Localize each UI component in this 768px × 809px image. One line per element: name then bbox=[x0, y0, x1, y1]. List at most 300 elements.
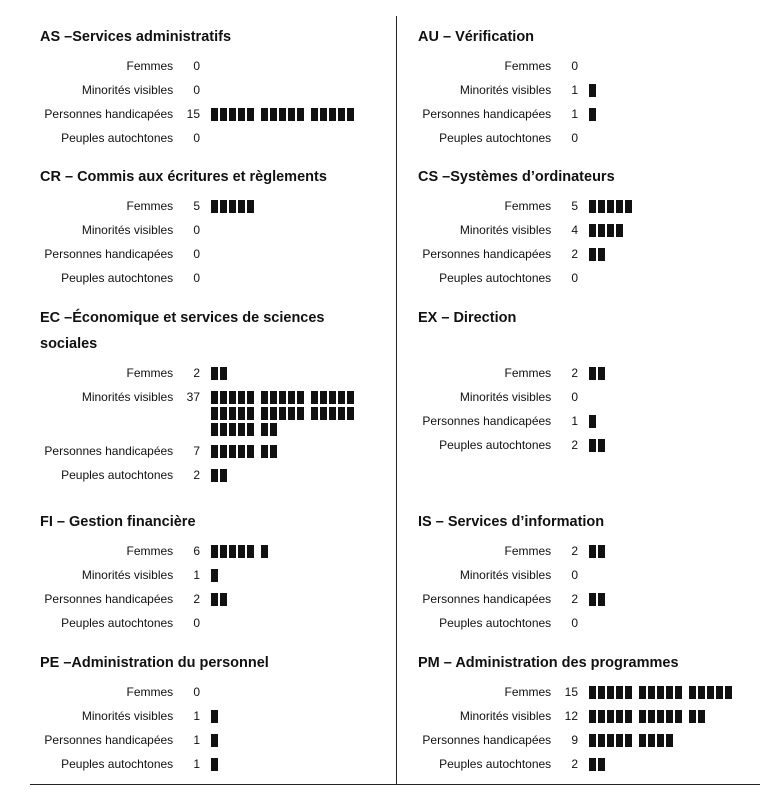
bar-units bbox=[589, 680, 758, 702]
bar-unit bbox=[598, 200, 605, 213]
data-label: 0 bbox=[571, 131, 579, 145]
bar-unit bbox=[607, 200, 614, 213]
bar-unit bbox=[261, 108, 268, 121]
bar-group bbox=[589, 758, 607, 771]
bar-unit bbox=[639, 734, 646, 747]
bar-line bbox=[589, 224, 630, 237]
data-label: 0 bbox=[571, 616, 579, 630]
data-label: 0 bbox=[193, 223, 201, 237]
bar-units bbox=[589, 266, 758, 272]
data-row bbox=[418, 126, 758, 150]
data-row bbox=[418, 78, 758, 102]
bar-line bbox=[211, 200, 261, 213]
category-label: Personnes handicapées bbox=[44, 444, 174, 458]
bar-unit bbox=[238, 545, 245, 558]
bar-unit bbox=[320, 407, 327, 420]
bar-unit bbox=[648, 710, 655, 723]
bar-units bbox=[211, 463, 380, 485]
bar-unit bbox=[589, 734, 596, 747]
data-label: 6 bbox=[193, 544, 201, 558]
bar-unit bbox=[270, 445, 277, 458]
bar-group bbox=[589, 686, 634, 699]
bar-unit bbox=[616, 200, 623, 213]
category-label: Femmes bbox=[504, 544, 552, 558]
data-row bbox=[418, 728, 758, 752]
bar-unit bbox=[589, 686, 596, 699]
category-label: Minorités visibles bbox=[81, 223, 174, 237]
data-label: 15 bbox=[564, 685, 579, 699]
bar-unit bbox=[238, 391, 245, 404]
bar-group bbox=[639, 710, 684, 723]
bar-units bbox=[211, 587, 380, 609]
data-row bbox=[418, 704, 758, 728]
data-row bbox=[40, 539, 380, 563]
data-label: 0 bbox=[571, 390, 579, 404]
panel-rows bbox=[418, 539, 758, 635]
bar-unit bbox=[598, 710, 605, 723]
category-label: Minorités visibles bbox=[459, 709, 552, 723]
bar-line bbox=[211, 734, 225, 747]
bar-units bbox=[589, 433, 758, 455]
bar-units bbox=[589, 361, 758, 383]
bar-unit bbox=[220, 108, 227, 121]
bar-unit bbox=[598, 545, 605, 558]
bar-unit bbox=[329, 407, 336, 420]
bar-unit bbox=[279, 391, 286, 404]
bar-unit bbox=[220, 407, 227, 420]
bar-unit bbox=[707, 686, 714, 699]
bar-group bbox=[211, 710, 220, 723]
panel-rows bbox=[40, 194, 380, 290]
category-label: Peuples autochtones bbox=[439, 271, 552, 285]
bar-units bbox=[211, 752, 380, 774]
data-row bbox=[40, 704, 380, 728]
data-row bbox=[40, 266, 380, 290]
bar-unit bbox=[288, 391, 295, 404]
category-label: Peuples autochtones bbox=[61, 616, 174, 630]
bar-unit bbox=[238, 445, 245, 458]
category-label: Peuples autochtones bbox=[439, 131, 552, 145]
bar-unit bbox=[666, 686, 673, 699]
bar-unit bbox=[347, 391, 354, 404]
bar-unit bbox=[247, 200, 254, 213]
bar-unit bbox=[625, 734, 632, 747]
bar-unit bbox=[716, 686, 723, 699]
bar-unit bbox=[229, 200, 236, 213]
bar-unit bbox=[338, 108, 345, 121]
data-label: 2 bbox=[571, 247, 579, 261]
panel-title: EX – Direction bbox=[418, 310, 517, 326]
bar-group bbox=[311, 108, 356, 121]
bar-unit bbox=[311, 391, 318, 404]
bar-unit bbox=[338, 391, 345, 404]
bar-unit bbox=[238, 423, 245, 436]
bar-unit bbox=[625, 686, 632, 699]
bar-unit bbox=[229, 407, 236, 420]
data-label: 2 bbox=[571, 438, 579, 452]
bar-unit bbox=[598, 734, 605, 747]
bar-group bbox=[211, 758, 220, 771]
data-row bbox=[40, 385, 380, 439]
bar-group bbox=[261, 445, 279, 458]
category-label: Femmes bbox=[126, 544, 174, 558]
data-row bbox=[418, 611, 758, 635]
chart-panel bbox=[40, 650, 380, 776]
bar-unit bbox=[211, 108, 218, 121]
bar-group bbox=[261, 407, 306, 420]
data-label: 2 bbox=[193, 366, 201, 380]
data-label: 1 bbox=[193, 568, 201, 582]
category-label: Femmes bbox=[504, 366, 552, 380]
bar-group bbox=[211, 391, 256, 404]
data-row bbox=[418, 433, 758, 457]
bar-unit bbox=[297, 407, 304, 420]
bar-unit bbox=[220, 367, 227, 380]
bar-unit bbox=[616, 734, 623, 747]
data-label: 37 bbox=[186, 390, 201, 404]
category-label: Femmes bbox=[504, 59, 552, 73]
bar-units bbox=[589, 563, 758, 569]
bar-unit bbox=[270, 407, 277, 420]
chart-panel bbox=[40, 305, 380, 487]
data-row bbox=[418, 194, 758, 218]
bar-unit bbox=[270, 108, 277, 121]
category-label: Peuples autochtones bbox=[439, 757, 552, 771]
bar-unit bbox=[347, 407, 354, 420]
bar-line bbox=[211, 710, 225, 723]
category-label: Minorités visibles bbox=[459, 83, 552, 97]
bar-unit bbox=[220, 423, 227, 436]
data-label: 2 bbox=[571, 544, 579, 558]
bar-line bbox=[589, 758, 612, 771]
bar-unit bbox=[639, 710, 646, 723]
data-label: 0 bbox=[571, 59, 579, 73]
bar-unit bbox=[616, 686, 623, 699]
bar-unit bbox=[229, 108, 236, 121]
data-label: 9 bbox=[571, 733, 579, 747]
data-label: 2 bbox=[193, 592, 201, 606]
panel-title: AU – Vérification bbox=[418, 29, 535, 45]
data-row bbox=[418, 409, 758, 433]
bar-unit bbox=[675, 710, 682, 723]
panel-title: PE –Administration du personnel bbox=[40, 655, 269, 671]
bar-unit bbox=[247, 391, 254, 404]
panel-title: PM – Administration des programmes bbox=[418, 655, 679, 671]
data-row bbox=[418, 266, 758, 290]
category-label: Personnes handicapées bbox=[422, 592, 552, 606]
bar-group bbox=[211, 423, 256, 436]
bar-unit bbox=[598, 367, 605, 380]
bar-unit bbox=[616, 224, 623, 237]
bar-unit bbox=[329, 391, 336, 404]
bar-line bbox=[589, 415, 603, 428]
bar-unit bbox=[220, 469, 227, 482]
bar-group bbox=[589, 84, 598, 97]
bar-line bbox=[589, 200, 639, 213]
bar-unit bbox=[247, 445, 254, 458]
bar-unit bbox=[698, 710, 705, 723]
bar-units bbox=[211, 126, 380, 132]
category-label: Minorités visibles bbox=[81, 709, 174, 723]
bar-unit bbox=[247, 545, 254, 558]
bar-group bbox=[261, 391, 306, 404]
bar-units bbox=[589, 54, 758, 60]
data-label: 0 bbox=[193, 131, 201, 145]
category-label: Femmes bbox=[126, 685, 174, 699]
bar-unit bbox=[220, 545, 227, 558]
bar-unit bbox=[338, 407, 345, 420]
bar-units bbox=[211, 680, 380, 686]
bar-unit bbox=[220, 391, 227, 404]
bar-unit bbox=[279, 108, 286, 121]
bar-unit bbox=[238, 407, 245, 420]
chart-panel bbox=[418, 509, 758, 635]
data-label: 2 bbox=[571, 366, 579, 380]
data-row bbox=[40, 439, 380, 463]
category-label: Personnes handicapées bbox=[44, 733, 174, 747]
data-label: 1 bbox=[193, 757, 201, 771]
bar-units bbox=[589, 752, 758, 774]
bar-units bbox=[211, 611, 380, 617]
bar-unit bbox=[607, 686, 614, 699]
bar-group bbox=[589, 710, 634, 723]
data-row bbox=[418, 587, 758, 611]
data-row bbox=[40, 194, 380, 218]
chart-panel bbox=[40, 164, 380, 290]
bar-unit bbox=[311, 407, 318, 420]
data-row bbox=[40, 78, 380, 102]
bar-line bbox=[589, 439, 612, 452]
bar-unit bbox=[589, 415, 596, 428]
bar-unit bbox=[666, 710, 673, 723]
chart-panel bbox=[40, 509, 380, 635]
bar-unit bbox=[229, 545, 236, 558]
bar-line bbox=[589, 367, 612, 380]
category-label: Personnes handicapées bbox=[44, 247, 174, 261]
data-row bbox=[418, 54, 758, 78]
category-label: Personnes handicapées bbox=[422, 107, 552, 121]
category-label: Minorités visibles bbox=[81, 83, 174, 97]
bar-unit bbox=[288, 108, 295, 121]
bar-unit bbox=[598, 593, 605, 606]
bar-group bbox=[589, 200, 634, 213]
bar-unit bbox=[347, 108, 354, 121]
bar-unit bbox=[657, 686, 664, 699]
bar-unit bbox=[589, 108, 596, 121]
panel-rows bbox=[418, 54, 758, 150]
bar-unit bbox=[598, 686, 605, 699]
bar-units bbox=[211, 385, 380, 439]
data-label: 15 bbox=[186, 107, 201, 121]
bar-unit bbox=[598, 439, 605, 452]
bar-line bbox=[589, 593, 612, 606]
category-label: Femmes bbox=[504, 199, 552, 213]
bar-units bbox=[589, 539, 758, 561]
bar-line bbox=[211, 367, 234, 380]
chart-panel bbox=[418, 650, 758, 776]
bar-units bbox=[211, 242, 380, 248]
bar-unit bbox=[270, 391, 277, 404]
bar-group bbox=[311, 391, 356, 404]
bar-group bbox=[589, 439, 607, 452]
bar-units bbox=[211, 54, 380, 60]
data-row bbox=[418, 752, 758, 776]
data-row bbox=[418, 385, 758, 409]
bar-unit bbox=[211, 391, 218, 404]
bar-group bbox=[211, 593, 229, 606]
data-row bbox=[40, 611, 380, 635]
data-row bbox=[40, 102, 380, 126]
bar-unit bbox=[589, 710, 596, 723]
bar-unit bbox=[598, 758, 605, 771]
bar-group bbox=[589, 734, 634, 747]
bar-unit bbox=[625, 710, 632, 723]
panel-title: EC –Économique et services de sciences sociales bbox=[40, 310, 325, 352]
category-label: Femmes bbox=[126, 199, 174, 213]
bar-unit bbox=[238, 200, 245, 213]
data-row bbox=[40, 54, 380, 78]
data-label: 1 bbox=[571, 414, 579, 428]
bar-unit bbox=[211, 200, 218, 213]
bar-unit bbox=[220, 445, 227, 458]
bar-units bbox=[589, 611, 758, 617]
bar-units bbox=[211, 704, 380, 726]
bar-group bbox=[211, 469, 229, 482]
bar-unit bbox=[311, 108, 318, 121]
bar-unit bbox=[229, 445, 236, 458]
bar-units bbox=[589, 242, 758, 264]
bar-group bbox=[211, 367, 229, 380]
bar-group bbox=[639, 686, 684, 699]
data-label: 1 bbox=[571, 107, 579, 121]
category-label: Peuples autochtones bbox=[61, 468, 174, 482]
data-row bbox=[418, 563, 758, 587]
bar-units bbox=[211, 361, 380, 383]
bar-unit bbox=[229, 391, 236, 404]
data-row bbox=[40, 361, 380, 385]
category-label: Personnes handicapées bbox=[422, 414, 552, 428]
bar-unit bbox=[220, 200, 227, 213]
bar-unit bbox=[657, 710, 664, 723]
category-label: Peuples autochtones bbox=[439, 616, 552, 630]
bar-units bbox=[211, 102, 380, 124]
bar-units bbox=[211, 539, 380, 561]
bar-unit bbox=[238, 108, 245, 121]
panel-rows bbox=[418, 194, 758, 290]
bar-group bbox=[311, 407, 356, 420]
bar-unit bbox=[261, 445, 268, 458]
data-label: 2 bbox=[571, 592, 579, 606]
bar-unit bbox=[589, 200, 596, 213]
bar-unit bbox=[211, 758, 218, 771]
bar-group bbox=[211, 108, 256, 121]
data-label: 1 bbox=[193, 733, 201, 747]
bar-unit bbox=[211, 445, 218, 458]
bar-unit bbox=[297, 108, 304, 121]
category-label: Peuples autochtones bbox=[61, 757, 174, 771]
bar-group bbox=[261, 545, 270, 558]
bar-unit bbox=[598, 224, 605, 237]
bar-unit bbox=[261, 423, 268, 436]
data-label: 1 bbox=[193, 709, 201, 723]
data-label: 2 bbox=[571, 757, 579, 771]
bar-group bbox=[589, 545, 607, 558]
bar-units bbox=[589, 587, 758, 609]
bar-line bbox=[589, 545, 612, 558]
bar-unit bbox=[279, 407, 286, 420]
category-label: Personnes handicapées bbox=[422, 247, 552, 261]
bar-group bbox=[211, 407, 256, 420]
bar-unit bbox=[589, 593, 596, 606]
bar-unit bbox=[648, 686, 655, 699]
bar-unit bbox=[689, 710, 696, 723]
bar-line bbox=[589, 84, 603, 97]
data-label: 5 bbox=[193, 199, 201, 213]
bar-unit bbox=[220, 593, 227, 606]
bar-unit bbox=[211, 423, 218, 436]
bar-units bbox=[211, 439, 380, 461]
category-label: Peuples autochtones bbox=[439, 438, 552, 452]
bar-unit bbox=[666, 734, 673, 747]
bar-line bbox=[589, 686, 739, 699]
bar-group bbox=[589, 224, 625, 237]
panel-title: IS – Services d’information bbox=[418, 514, 605, 530]
bar-unit bbox=[689, 686, 696, 699]
bar-unit bbox=[607, 224, 614, 237]
data-row bbox=[418, 218, 758, 242]
bar-line bbox=[211, 391, 361, 404]
panel-rows bbox=[418, 680, 758, 776]
panel-title: AS –Services administratifs bbox=[40, 29, 232, 45]
bar-group bbox=[589, 367, 607, 380]
bar-line bbox=[211, 407, 361, 420]
bar-unit bbox=[589, 758, 596, 771]
panel-rows bbox=[418, 361, 758, 457]
data-label: 1 bbox=[571, 83, 579, 97]
category-label: Minorités visibles bbox=[459, 568, 552, 582]
bar-unit bbox=[211, 407, 218, 420]
bar-unit bbox=[320, 391, 327, 404]
data-row bbox=[418, 242, 758, 266]
bar-unit bbox=[247, 423, 254, 436]
bar-unit bbox=[589, 224, 596, 237]
data-label: 12 bbox=[564, 709, 579, 723]
bar-group bbox=[589, 593, 607, 606]
panel-title: CS –Systèmes d’ordinateurs bbox=[418, 169, 615, 185]
data-label: 4 bbox=[571, 223, 579, 237]
chart-panel bbox=[40, 24, 380, 150]
bar-unit bbox=[329, 108, 336, 121]
data-label: 0 bbox=[193, 271, 201, 285]
bar-unit bbox=[211, 469, 218, 482]
bar-unit bbox=[639, 686, 646, 699]
bar-units bbox=[589, 704, 758, 726]
bar-line bbox=[211, 593, 234, 606]
bar-unit bbox=[247, 407, 254, 420]
bar-line bbox=[211, 545, 275, 558]
bar-unit bbox=[648, 734, 655, 747]
bar-unit bbox=[657, 734, 664, 747]
bar-units bbox=[589, 218, 758, 240]
bar-group bbox=[589, 415, 598, 428]
bar-unit bbox=[607, 734, 614, 747]
data-row bbox=[40, 563, 380, 587]
data-row bbox=[40, 463, 380, 487]
bar-unit bbox=[616, 710, 623, 723]
category-label: Peuples autochtones bbox=[61, 271, 174, 285]
bar-unit bbox=[211, 569, 218, 582]
bar-units bbox=[589, 102, 758, 124]
